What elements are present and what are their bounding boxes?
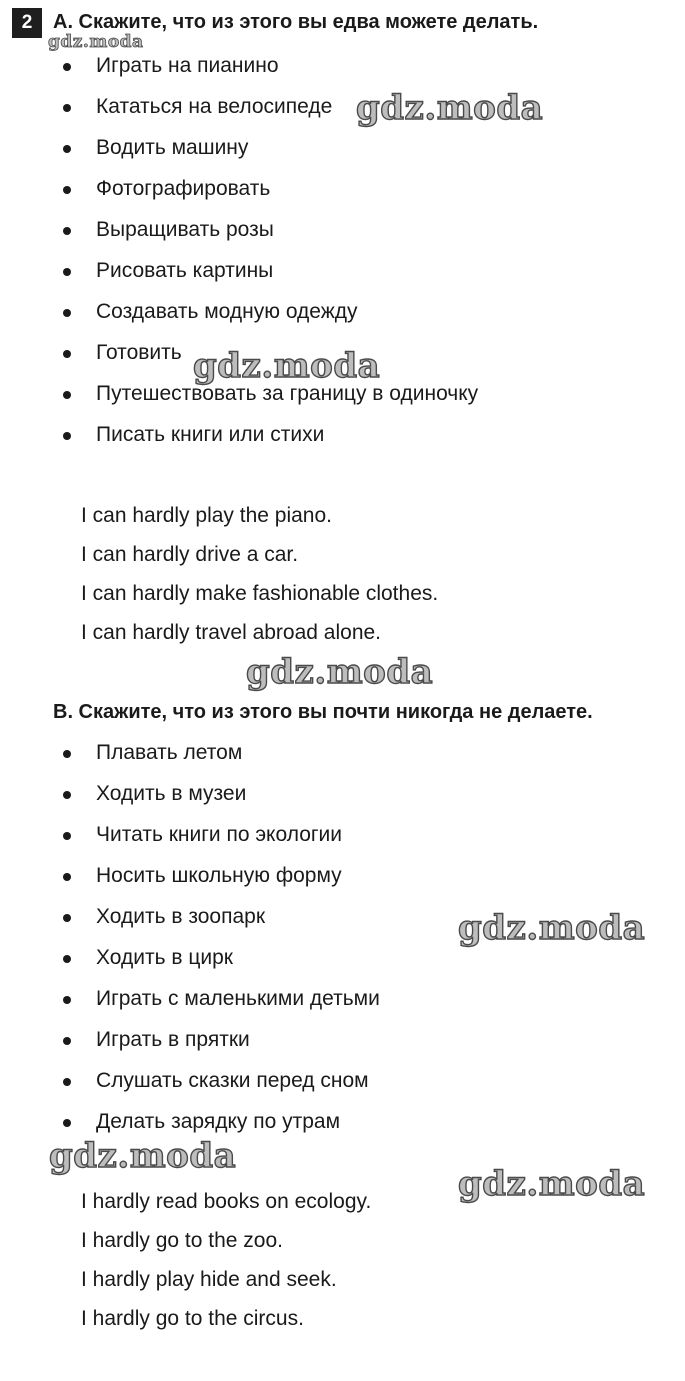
- section-a-heading: A. Скажите, что из этого вы едва можете делать.: [53, 11, 539, 33]
- watermark-logo: gdz.moda: [246, 652, 434, 692]
- exercise-number-badge: 2: [12, 8, 42, 38]
- bullet-icon: [63, 104, 71, 112]
- answer-line: I hardly go to the circus.: [81, 1307, 304, 1330]
- bullet-icon: [63, 391, 71, 399]
- bullet-icon: [63, 914, 71, 922]
- bullet-icon: [63, 832, 71, 840]
- answer-line: I hardly go to the zoo.: [81, 1229, 283, 1252]
- bullet-icon: [63, 996, 71, 1004]
- watermark-logo: gdz.moda: [458, 908, 646, 948]
- bullet-icon: [63, 873, 71, 881]
- bullet-icon: [63, 432, 71, 440]
- bullet-icon: [63, 350, 71, 358]
- bullet-icon: [63, 791, 71, 799]
- bullet-icon: [63, 955, 71, 963]
- answer-line: I can hardly travel abroad alone.: [81, 621, 382, 644]
- answer-line: I can hardly play the piano.: [81, 504, 332, 527]
- bullet-icon: [63, 186, 71, 194]
- bullet-icon: [63, 1119, 71, 1127]
- watermark-logo: gdz.moda: [458, 1164, 646, 1204]
- answer-line: I can hardly make fashionable clothes.: [81, 582, 439, 605]
- watermark-logo: gdz.moda: [356, 88, 544, 128]
- bullet-icon: [63, 145, 71, 153]
- watermark-logo: gdz.moda: [49, 1136, 237, 1176]
- bullet-icon: [63, 63, 71, 71]
- watermark-logo: gdz.moda: [193, 346, 381, 386]
- watermark-logo: gdz.moda: [48, 32, 144, 52]
- section-b-heading: B. Скажите, что из этого вы почти никогда не делаете.: [53, 701, 593, 723]
- bullet-icon: [63, 1037, 71, 1045]
- bullet-icon: [63, 268, 71, 276]
- answer-line: I hardly play hide and seek.: [81, 1268, 337, 1291]
- answer-line: I hardly read books on ecology.: [81, 1190, 372, 1213]
- bullet-icon: [63, 227, 71, 235]
- bullet-icon: [63, 750, 71, 758]
- answer-line: I can hardly drive a car.: [81, 543, 299, 566]
- bullet-icon: [63, 309, 71, 317]
- bullet-icon: [63, 1078, 71, 1086]
